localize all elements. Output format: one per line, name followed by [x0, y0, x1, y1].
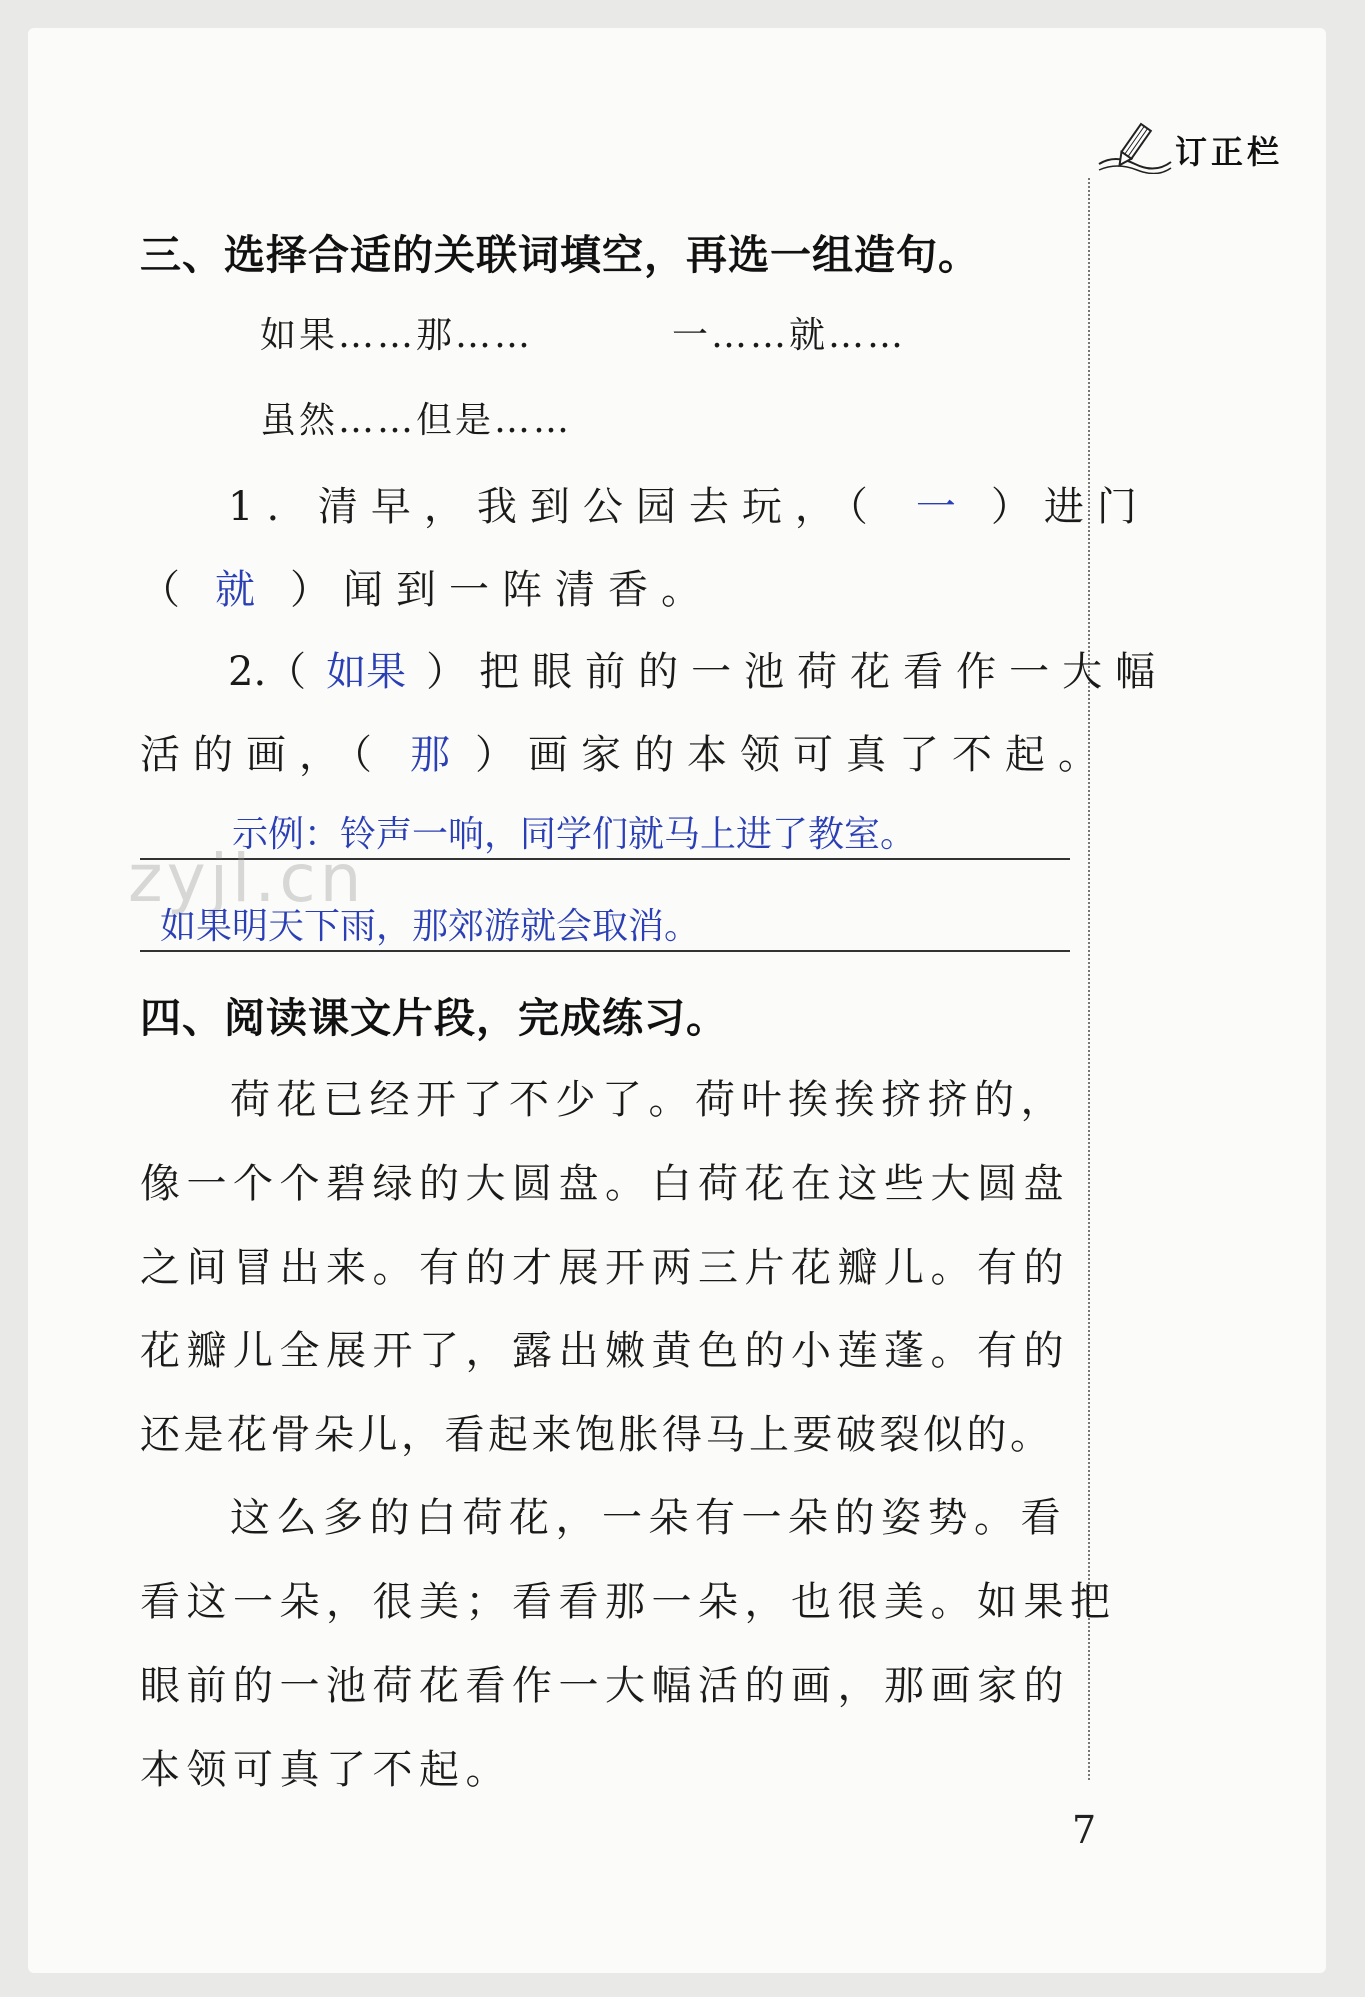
answer-blank: 一: [915, 484, 956, 530]
question-text: 1. 清早，我到公园去玩，（: [228, 484, 881, 530]
correction-column-title: 订正栏: [1175, 133, 1284, 171]
question-2-line-2: [140, 723, 1111, 780]
paragraph-line: 这么多的白荷花，一朵有一朵的姿势。看: [230, 1495, 1067, 1541]
question-text: （: [140, 567, 180, 613]
page-number: 7: [1072, 1808, 1097, 1852]
question-text: ）把眼前的一池荷花看作一大幅: [426, 649, 1169, 695]
question-2-line-1: [228, 640, 1168, 697]
question-text: ）进门: [990, 484, 1150, 530]
example-sentence: 示例：铃声一响，同学们就马上进了教室。: [232, 814, 917, 855]
section-4-heading: 四、阅读课文片段，完成练习。: [140, 994, 728, 1042]
answer-blank: 如果: [326, 649, 407, 695]
answer-blank: 那: [410, 732, 450, 778]
question-text: 2.（: [228, 649, 307, 695]
correction-column-header: [1095, 120, 1283, 174]
student-sentence: 如果明天下雨，那郊游就会取消。: [160, 906, 701, 947]
conjunction-option: 一……就……: [672, 315, 907, 356]
paragraph-line: 眼前的一池荷花看作一大幅活的画，那画家的: [140, 1663, 1070, 1709]
paragraph-line: 像一个个碧绿的大圆盘。白荷花在这些大圆盘: [140, 1161, 1070, 1207]
paragraph-line: 还是花骨朵儿，看起来饱胀得马上要破裂似的。: [140, 1412, 1054, 1458]
answer-rule: [140, 950, 1070, 952]
question-1-line-2: [140, 558, 714, 615]
section-3-heading: 三、选择合适的关联词填空，再选一组造句。: [140, 231, 980, 279]
paragraph-line: 本领可真了不起。: [140, 1747, 512, 1793]
question-text: ）画家的本领可真了不起。: [475, 732, 1111, 778]
pencil-icon: [1095, 120, 1173, 174]
correction-column-divider: [1088, 178, 1090, 1780]
conjunction-option: 虽然……但是……: [260, 400, 573, 441]
question-1-line-1: [228, 475, 1150, 532]
paragraph-line: 看这一朵，很美；看看那一朵，也很美。如果把: [140, 1579, 1117, 1625]
question-text: ）闻到一阵清香。: [290, 567, 714, 613]
question-text: 活的画，（: [140, 732, 385, 778]
paragraph-line: 荷花已经开了不少了。荷叶挨挨挤挤的，: [230, 1077, 1067, 1123]
watermark: zyjl.cn: [128, 840, 366, 917]
paragraph-line: 之间冒出来。有的才展开两三片花瓣儿。有的: [140, 1245, 1070, 1291]
answer-blank: 就: [215, 567, 255, 613]
conjunction-option: 如果……那……: [260, 315, 534, 356]
paragraph-line: 花瓣儿全展开了，露出嫩黄色的小莲蓬。有的: [140, 1328, 1070, 1374]
